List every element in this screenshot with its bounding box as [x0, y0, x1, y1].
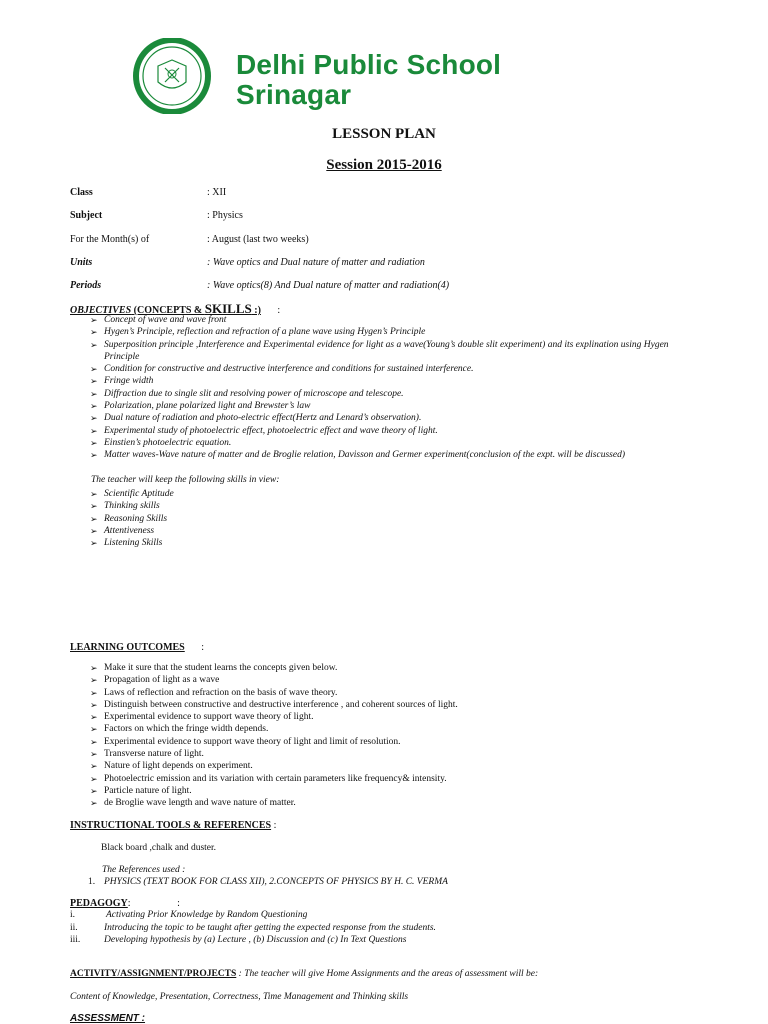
activity-heading	[70, 969, 538, 979]
units-label: Units	[70, 257, 93, 268]
list-item: ➢ Superposition principle ,Interference and Experimental evidence for light as a wave(Young’s double slit experiment) and its explination using Hygen Principle	[90, 339, 704, 364]
list-item: ➢ Scientific Aptitude	[90, 488, 174, 500]
list-item: ➢ Dual nature of radiation and photo-electric effect(Hertz and Lenard’s observation).	[90, 412, 704, 424]
units-value: : Wave optics and Dual nature of matter and radiation	[207, 257, 425, 268]
pedagogy-item	[70, 923, 436, 933]
tools-heading	[70, 820, 276, 831]
list-item: ➢ Attentiveness	[90, 525, 174, 537]
pedagogy-item-num: i.	[70, 910, 76, 920]
objectives-heading-d: :)	[251, 305, 261, 316]
learning-outcomes-heading	[70, 642, 204, 653]
list-item: ➢ Condition for constructive and destructive interference and conditions for sustained interference.	[90, 363, 704, 375]
list-item: ➢ de Broglie wave length and wave nature of matter.	[90, 797, 458, 809]
list-item: ➢ Nature of light depends on experiment.	[90, 760, 458, 772]
school-name	[236, 50, 501, 110]
pedagogy-item-num: iii.	[70, 935, 81, 945]
list-item: ➢ Concept of wave and wave front	[90, 314, 704, 326]
school-name-line2: Srinagar	[236, 79, 352, 110]
tools-colon: :	[271, 820, 277, 831]
references-intro: The References used :	[102, 865, 186, 875]
list-item: ➢ Laws of reflection and refraction on the basis of wave theory.	[90, 687, 458, 699]
pedagogy-title: PEDAGOGY	[70, 898, 128, 909]
objectives-heading-b: (CONCEPTS &	[131, 305, 205, 316]
reference-item	[88, 877, 448, 887]
pedagogy-heading	[70, 898, 180, 909]
objectives-heading-c: SKILLS	[204, 301, 252, 316]
reference-text: PHYSICS (TEXT BOOK FOR CLASS XII), 2.CONCEPTS OF PHYSICS BY H. C. VERMA	[104, 877, 448, 887]
list-item: ➢ Transverse nature of light.	[90, 748, 458, 760]
page-title: LESSON PLAN	[332, 126, 436, 142]
list-item: ➢ Factors on which the fringe width depends.	[90, 723, 458, 735]
objectives-heading-colon: :	[277, 305, 281, 316]
reference-num: 1.	[88, 877, 96, 887]
list-item: ➢ Experimental evidence to support wave theory of light.	[90, 711, 458, 723]
subject-value: : Physics	[207, 210, 243, 221]
class-value: : XII	[207, 187, 227, 198]
list-item: ➢ Einstien’s photoelectric equation.	[90, 437, 704, 449]
list-item: ➢ Matter waves-Wave nature of matter and de Broglie relation, Davisson and Germer experiment(conclusion of the expt. will be discussed)	[90, 449, 704, 461]
list-item: ➢ Particle nature of light.	[90, 785, 458, 797]
skills-intro: The teacher will keep the following skills in view:	[91, 475, 280, 485]
pedagogy-item	[70, 910, 307, 920]
pedagogy-colon: :	[127, 898, 131, 909]
activity-content: Content of Knowledge, Presentation, Correctness, Time Management and Thinking skills	[70, 992, 409, 1002]
list-item: ➢ Listening Skills	[90, 537, 174, 549]
school-name-line1: Delhi Public School	[236, 49, 502, 80]
school-seal-logo	[132, 38, 232, 114]
list-item: ➢ Propagation of light as a wave	[90, 674, 458, 686]
list-item: ➢ Make it sure that the student learns the concepts given below.	[90, 662, 458, 674]
session-title: Session 2015-2016	[326, 157, 442, 173]
list-item: ➢ Polarization, plane polarized light and Brewster’s law	[90, 400, 704, 412]
pedagogy-colon-2: :	[177, 898, 180, 909]
month-label: For the Month(s) of	[70, 234, 150, 245]
skills-list	[90, 488, 174, 549]
tools-title: INSTRUCTIONAL TOOLS & REFERENCES	[70, 820, 272, 831]
list-item: ➢ Diffraction due to single slit and resolving power of microscope and telescope.	[90, 388, 704, 400]
list-item: ➢ Thinking skills	[90, 500, 174, 512]
activity-text: : The teacher will give Home Assignments and the areas of assessment will be:	[236, 969, 539, 979]
list-item: ➢ Experimental evidence to support wave theory of light and limit of resolution.	[90, 736, 458, 748]
list-item: ➢ Fringe width	[90, 375, 704, 387]
month-value: : August (last two weeks)	[207, 234, 309, 245]
subject-label: Subject	[70, 210, 103, 221]
list-item: ➢ Hygen’s Principle, reflection and refraction of a plane wave using Hygen’s Principle	[90, 326, 704, 338]
pedagogy-item-num: ii.	[70, 923, 78, 933]
learning-outcomes-title: LEARNING OUTCOMES	[70, 642, 185, 653]
learning-outcomes-colon: :	[201, 642, 205, 653]
list-item: ➢ Photoelectric emission and its variation with certain parameters like frequency& intensity.	[90, 773, 458, 785]
pedagogy-item-text: Activating Prior Knowledge by Random Questioning	[106, 910, 308, 920]
learning-outcomes-list	[90, 662, 458, 810]
objectives-heading-a: OBJECTIVES	[70, 305, 132, 316]
list-item: ➢ Reasoning Skills	[90, 513, 174, 525]
tools-board: Black board ,chalk and duster.	[101, 843, 217, 853]
activity-title: ACTIVITY/ASSIGNMENT/PROJECTS	[70, 969, 237, 979]
pedagogy-item	[70, 935, 406, 945]
objectives-list	[90, 314, 704, 462]
assessment-heading	[70, 1013, 145, 1024]
list-item: ➢ Experimental study of photoelectric effect, photoelectric effect and wave theory of light.	[90, 425, 704, 437]
pedagogy-item-text: Developing hypothesis by (a) Lecture , (b) Discussion and (c) In Text Questions	[104, 935, 407, 945]
periods-label: Periods	[70, 280, 102, 291]
class-label: Class	[70, 187, 93, 198]
list-item: ➢ Distinguish between constructive and destructive interference , and coherent sources of light.	[90, 699, 458, 711]
pedagogy-item-text: Introducing the topic to be taught after getting the expected response from the students.	[104, 923, 436, 933]
periods-value: : Wave optics(8) And Dual nature of matter and radiation(4)	[207, 280, 450, 291]
assessment-title: ASSESSMENT :	[70, 1013, 146, 1024]
